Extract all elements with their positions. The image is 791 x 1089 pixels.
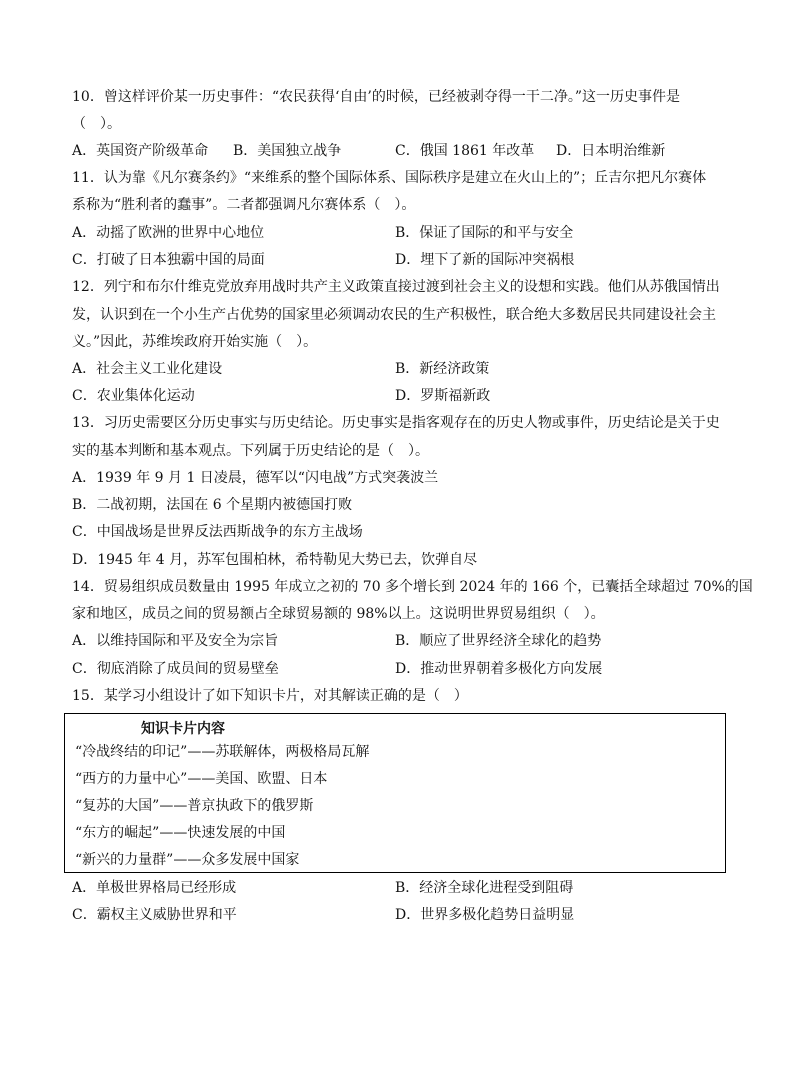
knowledge-card-line: “冷战终结的印记”——苏联解体，两极格局瓦解: [75, 744, 370, 760]
q12-stem-line1: 12．列宁和布尔什维克党放弃用战时共产主义政策直接过渡到社会主义的设想和实践。他们从苏俄国情出: [72, 279, 720, 295]
q15-option-b: B．经济全球化进程受到阻碍: [395, 880, 574, 896]
q15-stem-line1: 15．某学习小组设计了如下知识卡片，对其解读正确的是（ ）: [72, 688, 468, 704]
q13-option-a: A．1939 年 9 月 1 日凌晨，德军以“闪电战”方式突袭波兰: [72, 470, 439, 486]
q13-option-d: D．1945 年 4 月，苏军包围柏林，希特勒见大势已去，饮弹自尽: [72, 552, 478, 568]
q10-option-b: B．美国独立战争: [233, 143, 342, 159]
q10-option-a: A．英国资产阶级革命: [72, 143, 209, 159]
knowledge-card: [64, 713, 726, 873]
q13-option-c: C．中国战场是世界反法西斯战争的东方主战场: [72, 524, 363, 540]
q14-option-b: B．顺应了世界经济全球化的趋势: [395, 633, 602, 649]
knowledge-card-title: 知识卡片内容: [141, 721, 225, 737]
q10-option-d: D．日本明治维新: [556, 143, 666, 159]
q11-option-d: D．埋下了新的国际冲突祸根: [395, 252, 575, 268]
q14-option-c: C．彻底消除了成员间的贸易壁垒: [72, 661, 279, 677]
q11-option-b: B．保证了国际的和平与安全: [395, 225, 574, 241]
q14-stem-line1: 14．贸易组织成员数量由 1995 年成立之初的 70 多个增长到 2024 年的 166 个，已囊括全球超过 70%的国: [72, 579, 753, 595]
q11-stem-line2: 系称为“胜利者的蠢事”。二者都强调凡尔赛体系（ ）。: [72, 197, 416, 213]
q15-option-c: C．霸权主义威胁世界和平: [72, 907, 237, 923]
q13-stem-line1: 13．习历史需要区分历史事实与历史结论。历史事实是指客观存在的历史人物或事件，历史结论是关于史: [72, 415, 720, 431]
q11-option-a: A．动摇了欧洲的世界中心地位: [72, 225, 265, 241]
knowledge-card-line: “新兴的力量群”——众多发展中国家: [75, 852, 300, 868]
knowledge-card-line: “复苏的大国”——普京执政下的俄罗斯: [75, 798, 314, 814]
q12-option-a: A．社会主义工业化建设: [72, 361, 223, 377]
q13-option-b: B．二战初期，法国在 6 个星期内被德国打败: [72, 497, 353, 513]
q12-option-c: C．农业集体化运动: [72, 388, 195, 404]
q12-stem-line2: 发，认识到在一个小生产占优势的国家里必须调动农民的生产积极性，联合绝大多数居民共同建设社会主: [72, 307, 716, 323]
q10-option-c: C．俄国 1861 年改革: [395, 143, 535, 159]
q11-stem-line1: 11．认为靠《凡尔赛条约》“来维系的整个国际体系、国际秩序是建立在火山上的”；丘吉尔把凡尔赛体: [72, 170, 707, 186]
knowledge-card-line: “东方的崛起”——快速发展的中国: [75, 825, 286, 841]
q14-stem-line2: 家和地区，成员之间的贸易额占全球贸易额的 98%以上。这说明世界贸易组织（ ）。: [72, 606, 605, 622]
q12-option-b: B．新经济政策: [395, 361, 490, 377]
q14-option-a: A．以维持国际和平及安全为宗旨: [72, 633, 279, 649]
knowledge-card-line: “西方的力量中心”——美国、欧盟、日本: [75, 771, 328, 787]
q14-option-d: D．推动世界朝着多极化方向发展: [395, 661, 603, 677]
q13-stem-line2: 实的基本判断和基本观点。下列属于历史结论的是（ ）。: [72, 443, 429, 459]
q10-stem-line1: 10．曾这样评价某一历史事件：“农民获得‘自由’的时候，已经被剥夺得一干二净。”这一历史事件是: [72, 89, 681, 105]
q12-stem-line3: 义。”因此，苏维埃政府开始实施（ ）。: [72, 334, 318, 350]
q10-stem-line2: （ ）。: [72, 116, 121, 132]
q12-option-d: D．罗斯福新政: [395, 388, 491, 404]
q15-option-d: D．世界多极化趋势日益明显: [395, 907, 575, 923]
q11-option-c: C．打破了日本独霸中国的局面: [72, 252, 265, 268]
q15-option-a: A．单极世界格局已经形成: [72, 880, 237, 896]
